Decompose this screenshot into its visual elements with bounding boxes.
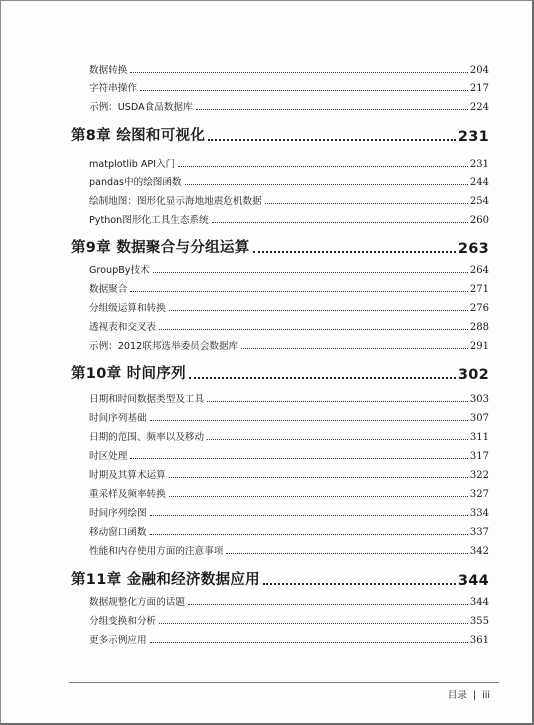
dot-leader [241, 348, 468, 349]
toc-entry[interactable] [71, 387, 489, 405]
toc-entry[interactable] [71, 425, 489, 443]
toc-chapter[interactable] [71, 362, 489, 383]
toc-entry[interactable] [71, 520, 489, 538]
toc-entry[interactable] [71, 189, 489, 207]
dot-leader [153, 272, 468, 273]
toc-label: 数据聚合 [89, 284, 128, 296]
toc-chapter[interactable] [71, 236, 489, 257]
toc-label: 移动窗口函数 [89, 527, 147, 539]
toc-entry[interactable] [71, 152, 489, 170]
dot-leader [130, 458, 468, 459]
toc-label: pandas中的绘图函数 [89, 177, 182, 189]
page-footer [448, 687, 490, 701]
dot-leader [150, 515, 468, 516]
toc-label: 日期和时间数据类型及工具 [89, 394, 205, 406]
toc-page-number: 337 [469, 527, 489, 539]
toc-entry[interactable] [71, 463, 489, 481]
dot-leader [140, 90, 468, 91]
toc-entry[interactable] [71, 628, 489, 646]
toc-page-number: 307 [469, 413, 489, 425]
toc-label: 重采样及频率转换 [89, 489, 166, 501]
toc-entry[interactable] [71, 58, 489, 76]
toc-entry[interactable] [71, 590, 489, 608]
toc-label: 示例：USDA食品数据库 [89, 102, 193, 114]
toc-chapter[interactable] [71, 568, 489, 589]
dot-leader [207, 401, 468, 402]
toc-label: 时间序列基础 [89, 413, 147, 425]
toc-label: 第9章 数据聚合与分组运算 [71, 240, 250, 256]
toc-page-number: 263 [457, 241, 489, 257]
dot-leader [130, 72, 468, 73]
toc-label: 时间序列绘图 [89, 508, 147, 520]
dot-leader [178, 166, 468, 167]
toc-page-number: 244 [469, 177, 489, 189]
toc-label: 字符串操作 [89, 83, 137, 95]
toc-entry[interactable] [71, 315, 489, 333]
dot-leader [208, 139, 456, 141]
toc-label: 示例：2012联邦选举委员会数据库 [89, 341, 239, 353]
dot-leader [130, 291, 468, 292]
toc-page-number: 254 [469, 196, 489, 208]
toc-page-number: 302 [457, 367, 489, 383]
toc-label: matplotlib API入门 [89, 159, 176, 171]
footer-section: 目录 [447, 690, 467, 701]
toc-page-number: 204 [469, 65, 489, 77]
dot-leader [226, 553, 468, 554]
toc-entry[interactable] [71, 258, 489, 276]
toc-page-number: 276 [469, 303, 489, 315]
toc-label: 时区处理 [89, 451, 128, 463]
toc-entry[interactable] [71, 482, 489, 500]
toc-label: 绘制地图：图形化显示海地地震危机数据 [89, 196, 262, 208]
footer-separator: | [472, 690, 477, 701]
toc-page-number: 334 [469, 508, 489, 520]
toc-page-number: 355 [469, 616, 489, 628]
dot-leader [196, 109, 468, 110]
toc-label: 日期的范围、频率以及移动 [89, 432, 205, 444]
toc-label: 分组变换和分析 [89, 616, 157, 628]
toc-page-number: 344 [469, 597, 489, 609]
dot-leader [207, 439, 468, 440]
toc-page-number: 291 [469, 341, 489, 353]
dot-leader [150, 420, 468, 421]
toc-entry[interactable] [71, 277, 489, 295]
dot-leader [150, 642, 468, 643]
toc-page-number: 260 [469, 215, 489, 227]
toc-label: 第10章 时间序列 [71, 366, 186, 382]
toc-label: Python图形化工具生态系统 [89, 215, 209, 227]
toc-entry[interactable] [71, 76, 489, 94]
toc-entry[interactable] [71, 334, 489, 352]
toc-page-number: 288 [469, 322, 489, 334]
dot-leader [169, 496, 468, 497]
dot-leader [212, 222, 468, 223]
toc-label: 时期及其算术运算 [89, 470, 166, 482]
dot-leader [159, 329, 468, 330]
toc-page-number: 342 [469, 546, 489, 558]
toc-label: 透视表和交叉表 [89, 322, 157, 334]
toc-entry[interactable] [71, 444, 489, 462]
dot-leader [169, 477, 468, 478]
toc-page-number: 327 [469, 489, 489, 501]
toc-page-number: 264 [469, 265, 489, 277]
toc-chapter[interactable] [71, 124, 489, 145]
toc-entry[interactable] [71, 95, 489, 113]
footer-page-number: iii [482, 690, 490, 701]
toc-page-number: 231 [457, 129, 489, 145]
dot-leader [265, 203, 468, 204]
toc-label: 第8章 绘图和可视化 [71, 128, 206, 144]
toc-page-number: 231 [469, 159, 489, 171]
toc-entry[interactable] [71, 170, 489, 188]
toc-entry[interactable] [71, 539, 489, 557]
toc-page-number: 344 [457, 573, 489, 589]
dot-leader [159, 623, 468, 624]
toc-page-number: 303 [469, 394, 489, 406]
dot-leader [150, 534, 468, 535]
toc-entry[interactable] [71, 296, 489, 314]
toc-page-number: 317 [469, 451, 489, 463]
toc-page-number: 322 [469, 470, 489, 482]
dot-leader [253, 251, 456, 253]
toc-page-number: 271 [469, 284, 489, 296]
toc-entry[interactable] [71, 609, 489, 627]
toc-entry[interactable] [71, 208, 489, 226]
toc-label: 性能和内存使用方面的注意事项 [89, 546, 224, 558]
toc-entry[interactable] [71, 406, 489, 424]
dot-leader [263, 583, 456, 585]
dot-leader [188, 604, 468, 605]
toc-label: GroupBy技术 [89, 265, 150, 277]
footer-rule [69, 682, 499, 683]
toc-label: 分组级运算和转换 [89, 303, 166, 315]
toc-label: 数据转换 [89, 65, 128, 77]
toc-label: 第11章 金融和经济数据应用 [71, 572, 260, 588]
toc-page-number: 217 [469, 83, 489, 95]
dot-leader [189, 377, 456, 379]
dot-leader [185, 184, 468, 185]
dot-leader [169, 310, 468, 311]
toc-page-number: 311 [469, 432, 489, 444]
toc-page-number: 224 [469, 102, 489, 114]
toc-page-number: 361 [469, 635, 489, 647]
toc-entry[interactable] [71, 501, 489, 519]
toc-label: 数据规整化方面的话题 [89, 597, 185, 609]
toc-label: 更多示例应用 [89, 635, 147, 647]
